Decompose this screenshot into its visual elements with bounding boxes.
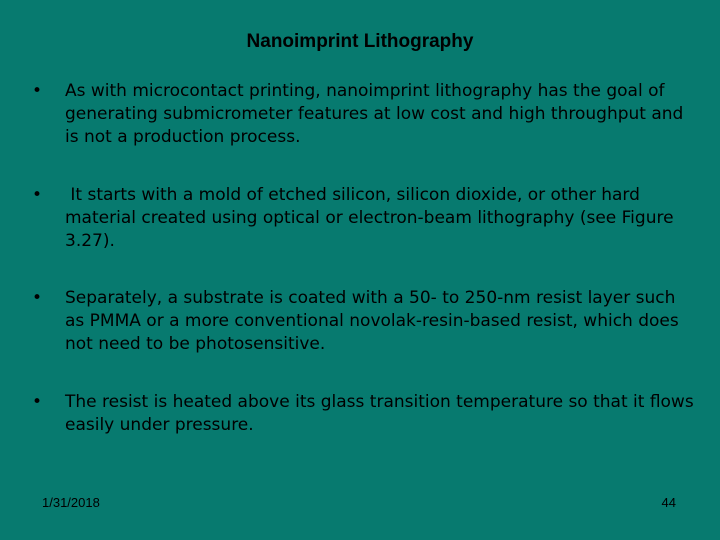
bullet-marker: • xyxy=(32,392,43,412)
bullet-text: Separately, a substrate is coated with a 50- to 250-nm resist layer such as PMMA or a more conventional novolak-resin-based resist, which does not need to be photosensitive. xyxy=(65,288,679,354)
bullet-marker: • xyxy=(32,185,43,205)
bullet-item xyxy=(32,184,692,253)
footer-date: 1/31/2018 xyxy=(42,495,100,510)
bullet-text: It starts with a mold of etched silicon, silicon dioxide, or other hard material created using optical or electron-beam lithography (see Figure 3.27). xyxy=(65,185,679,251)
bullet-item xyxy=(32,80,692,149)
bullet-item xyxy=(32,287,692,356)
page-number: 44 xyxy=(661,495,676,510)
bullet-text: The resist is heated above its glass transition temperature so that it flows easily under pressure. xyxy=(65,392,694,435)
bullet-marker: • xyxy=(32,81,43,101)
bullet-text: As with microcontact printing, nanoimprint lithography has the goal of generating submicrometer features at low cost and high throughput and is not a production process. xyxy=(65,81,684,147)
slide-title: Nanoimprint Lithography xyxy=(246,31,474,52)
bullet-item xyxy=(32,391,692,437)
bullet-marker: • xyxy=(32,288,43,308)
